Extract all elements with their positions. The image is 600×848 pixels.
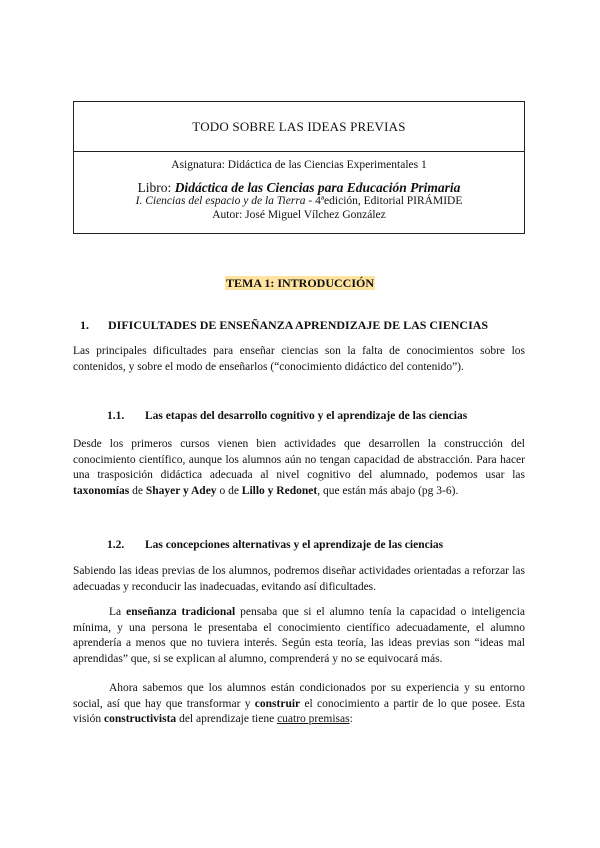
section-number: 1. <box>80 318 89 332</box>
paragraph-text <box>73 437 525 499</box>
subsection-1-1-paragraph <box>73 437 525 499</box>
paragraph-text: Las principales dificultades para enseñar ciencias son la falta de conocimientos sobre los contenidos, y sobre el modo de enseñarlos (“conocimiento didáctico del contenido”). <box>73 345 525 373</box>
subject-line: Asignatura: Didáctica de las Ciencias Experimentales 1 <box>171 159 427 171</box>
subsection-1-2-paragraph-1 <box>73 564 525 595</box>
author-line: Autor: José Miguel Vílchez González <box>212 208 386 221</box>
bold-term: construir <box>254 697 301 710</box>
chapter-heading-text: TEMA 1: INTRODUCCIÓN <box>225 276 374 290</box>
paragraph-text <box>73 605 525 667</box>
text-run: La <box>109 606 127 618</box>
edition-details: - 4ªedición, Editorial PIRÁMIDE <box>305 195 463 207</box>
text-run: de <box>129 484 146 497</box>
text-run: , que están más abajo (pg 3-6). <box>317 484 459 497</box>
chapter-heading <box>0 276 600 291</box>
subsection-title: Las etapas del desarrollo cognitivo y el aprendizaje de las ciencias <box>145 410 468 422</box>
subsection-number: 1.2. <box>107 539 125 551</box>
section-1-paragraph <box>73 344 525 375</box>
book-title: Didáctica de las Ciencias para Educación Primaria <box>174 179 461 195</box>
bold-term: Shayer y Adey <box>145 484 217 497</box>
header-box <box>73 101 525 234</box>
text-run: pensaba que si el alumno tenía la capacidad o inteligencia mínima, y una persona le presentaba el conocimiento científico adecuadamente, el alumno aprendería a menos que no tuviera interés. Según esta teoría, las ideas previas son “ideas mal aprendidas” que, si se explican al alumno, comprenderá y no se equivocará más. <box>73 606 525 665</box>
paragraph-text: Sabiendo las ideas previas de los alumnos, podremos diseñar actividades orientadas a reforzar las adecuadas y reconducir las inadecuadas, evitando así dificultades. <box>73 565 525 593</box>
subsection-1-2-paragraph-2 <box>73 605 525 667</box>
text-run: el conocimiento a partir de lo que posee. Esta visión <box>73 697 525 725</box>
text-run: del aprendizaje tiene <box>176 713 278 725</box>
underlined-term: cuatro premisas <box>277 713 350 725</box>
book-line <box>74 181 524 195</box>
header-info <box>74 152 524 221</box>
bold-term: constructivista <box>104 713 177 725</box>
subsection-number: 1.1. <box>107 410 125 422</box>
paragraph-text <box>73 681 525 728</box>
bold-term: taxonomías <box>73 484 130 497</box>
section-title: DIFICULTADES DE ENSEÑANZA APRENDIZAJE DE LAS CIENCIAS <box>108 318 489 332</box>
subsection-1-2-paragraph-3 <box>73 681 525 728</box>
book-label: Libro: <box>137 179 175 195</box>
text-run: o de <box>216 484 242 497</box>
text-run: Ahora sabemos que los alumnos están condicionados por su experiencia y su entorno social, así que hay que transformar y <box>73 682 525 710</box>
subsection-title: Las concepciones alternativas y el aprendizaje de las ciencias <box>145 539 444 551</box>
section-heading-1 <box>80 318 488 333</box>
document-title: TODO SOBRE LAS IDEAS PREVIAS <box>74 102 524 152</box>
text-run: Desde los primeros cursos vienen bien actividades que desarrollen la construcción del conocimiento científico, aunque los alumnos aún no tengan capacidad de abstracción. Para hacer una trasposición didáctica adecuada al nivel cognitivo del alumnado, podemos usar las <box>73 438 525 481</box>
edition-line <box>74 196 524 208</box>
subsection-heading-1-1 <box>107 410 467 422</box>
text-run: : <box>349 713 353 725</box>
bold-term: Lillo y Redonet <box>241 484 318 497</box>
edition-volume: I. Ciencias del espacio y de la Tierra <box>135 195 306 207</box>
subsection-heading-1-2 <box>107 539 443 551</box>
bold-term: enseñanza tradicional <box>126 606 236 618</box>
